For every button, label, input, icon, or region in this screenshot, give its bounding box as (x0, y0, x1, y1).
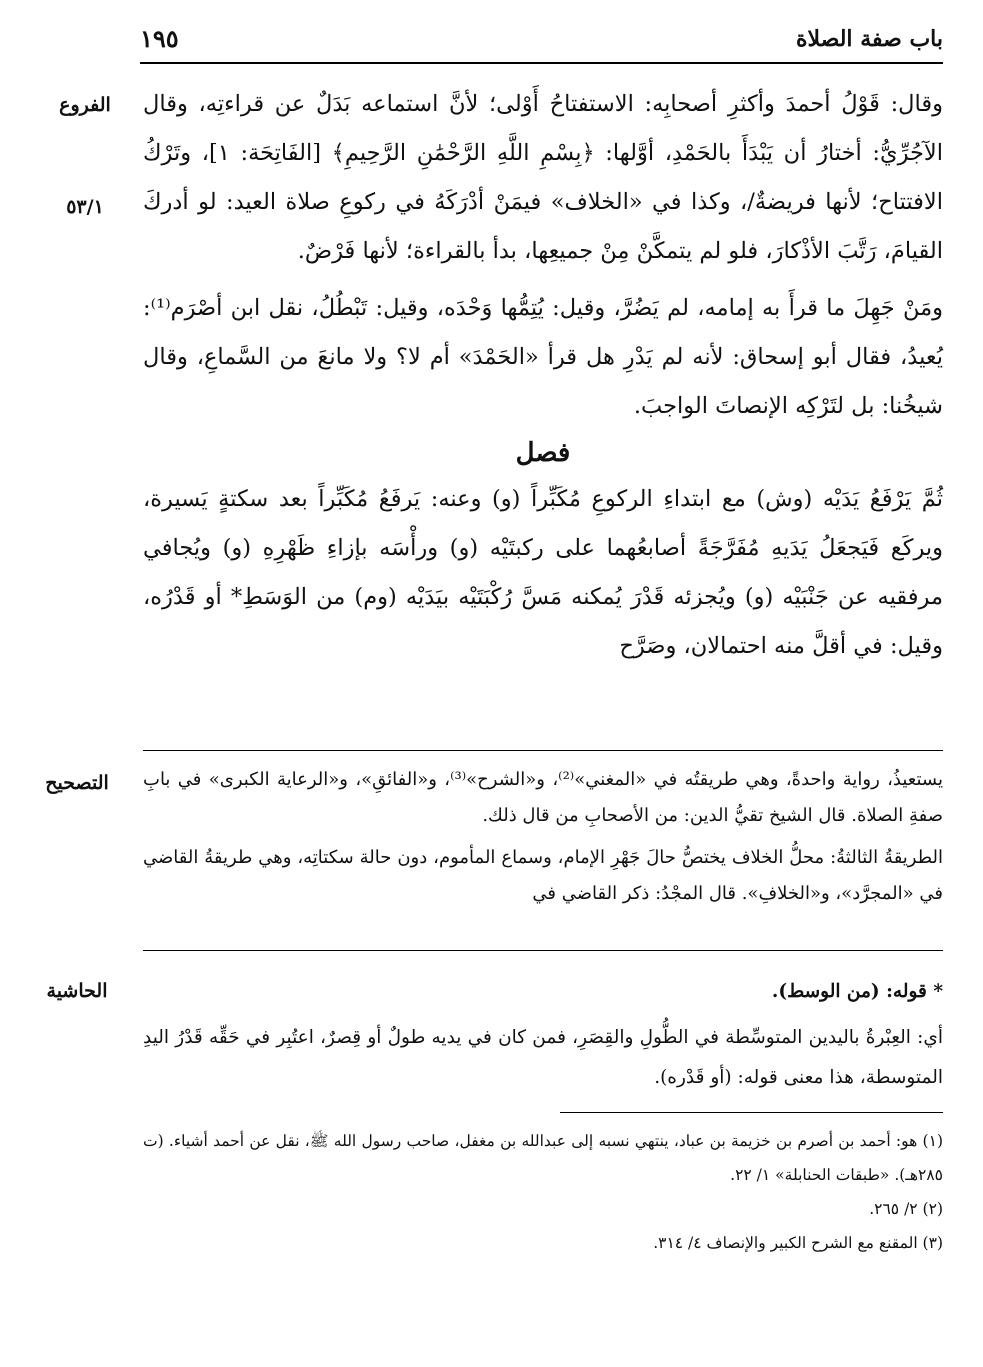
page-number: ١٩٥ (140, 24, 179, 53)
section-label-hashiya: الحاشية (46, 980, 108, 1002)
footnote: (٣) المقنع مع الشرح الكبير والإنصاف ٤/ ٣١٤. (653, 1234, 943, 1252)
page-header (140, 22, 943, 64)
tashih-paragraph: يستعيذُ، رواية واحدةً، وهي طريقتُه في «المغني»⁽²⁾، و«الشرح»⁽³⁾، و«الفائقِ»، و«الرعاية الكبرى» في بابِ صفةِ الصلاة. قال الشيخ تقيُّ الدين: من الأصحابِ من قال ذلك. (143, 769, 943, 826)
section-label-tashih: التصحيح (45, 772, 109, 794)
main-paragraph: ومَنْ جَهِلَ ما قرأَ به إمامه، لم يَضُرَّ، وقيل: يُتِمُّها وَحْدَه، وقيل: تَبْطُلُ، نقل ابن أصْرَم⁽¹⁾: يُعيدُ، فقال أبو إسحاق: لأنه لم يَدْرِ هل قرأ «الحَمْدَ» أم لا؟ ولا مانعَ من السَّماعِ، وقال شيخُنا: بل لتَرْكِه الإنصاتَ الواجبَ. (143, 295, 943, 419)
divider (143, 750, 943, 751)
section-label-furu: الفروع (59, 94, 111, 116)
chapter-title: باب صفة الصلاة (795, 26, 943, 52)
hashiya-text (143, 972, 943, 1098)
main-paragraph: ثُمَّ يَرْفَعُ يَدَيْه (وش) مع ابتداءِ الركوعِ مُكَبِّراً (و) وعنه: يَرفَعُ مُكَبِّراً بعد سكتةٍ يَسيرة، ويركَع فَيَجعَلُ يَدَيهِ مُفَرَّجَةً أصابعُهما على ركبتَيْه (و) ورأْسَه بإزاءِ ظَهْرِهِ (و) ويُجافي مرفقيه عن جَنْبَيْه (و) ويُجزئه قَدْرَ يُمكنه مَسَّ رُكْبَتَيْه بيَدَيْه (وم) من الوَسَطِ* أو قَدْرُه، وقيل: في أقلَّ منه احتمالان، وصَرَّح (143, 486, 943, 659)
section-heading: فصل (515, 438, 571, 468)
footnote: (١) هو: أحمد بن أصرم بن خزيمة بن عباد، ينتهي نسبه إلى عبدالله بن مغفل، صاحب رسول الله ﷺ، نقل عن أحمد أشياء. (ت ٢٨٥هـ). «طبقات الحنابلة» ١/ ٢٢. (143, 1132, 943, 1184)
footnotes (143, 1124, 943, 1260)
tashih-paragraph: الطريقةُ الثالثةُ: محلُّ الخلاف يختصُّ حالَ جَهْرِ الإمام، وسماع المأموم، دون حالة سكتاتِه، وهي طريقةُ القاضي في «المجرَّد»، و«الخلافِ». قال المجْدُ: ذكر القاضي في (143, 847, 943, 904)
volume-page-reference: ٥٣/١ (66, 196, 104, 218)
hashiya-heading: * قوله: (من الوسط). (771, 981, 943, 1002)
hashiya-paragraph: أي: العِبْرةُ باليدين المتوسِّطة في الطُّولِ والقِصَرِ، فمن كان في يديه طولٌ أو قِصرٌ، اعتُبِر في حَقِّه قَدْرُ اليدِ المتوسطة، هذا معنى قوله: (أو قَدْره). (143, 1027, 943, 1088)
tashih-text (143, 762, 943, 912)
main-paragraph: وقال: قَوْلُ أحمدَ وأكثرِ أصحابِه: الاستفتاحُ أَوْلى؛ لأنَّ استماعه بَدَلٌ عن قراءتِه، وقال الآجُرِّيُّ: أختارُ أن يَبْدَأَ بالحَمْدِ، أوَّلها: ﴿بِسْمِ اللَّهِ الرَّحْمَٰنِ الرَّحِيمِ﴾ [الفَاتِحَة: ١]، وتَرْكُ الافتتاح؛ لأنها فريضةٌ/، وكذا في «الخلاف» فيمَنْ أدْرَكَهُ في ركوعِ صلاة العيد: لو أدركَ القيامَ، رَتَّبَ الأذْكارَ، فلو لم يتمكَّنْ مِنْ جميعِها، بدأ بالقراءة؛ لأنها فَرْضٌ. (143, 91, 943, 264)
footnote: (٢) ٢/ ٢٦٥. (869, 1200, 943, 1218)
footnote-divider (560, 1112, 943, 1113)
main-text (143, 80, 943, 671)
divider (143, 950, 943, 951)
